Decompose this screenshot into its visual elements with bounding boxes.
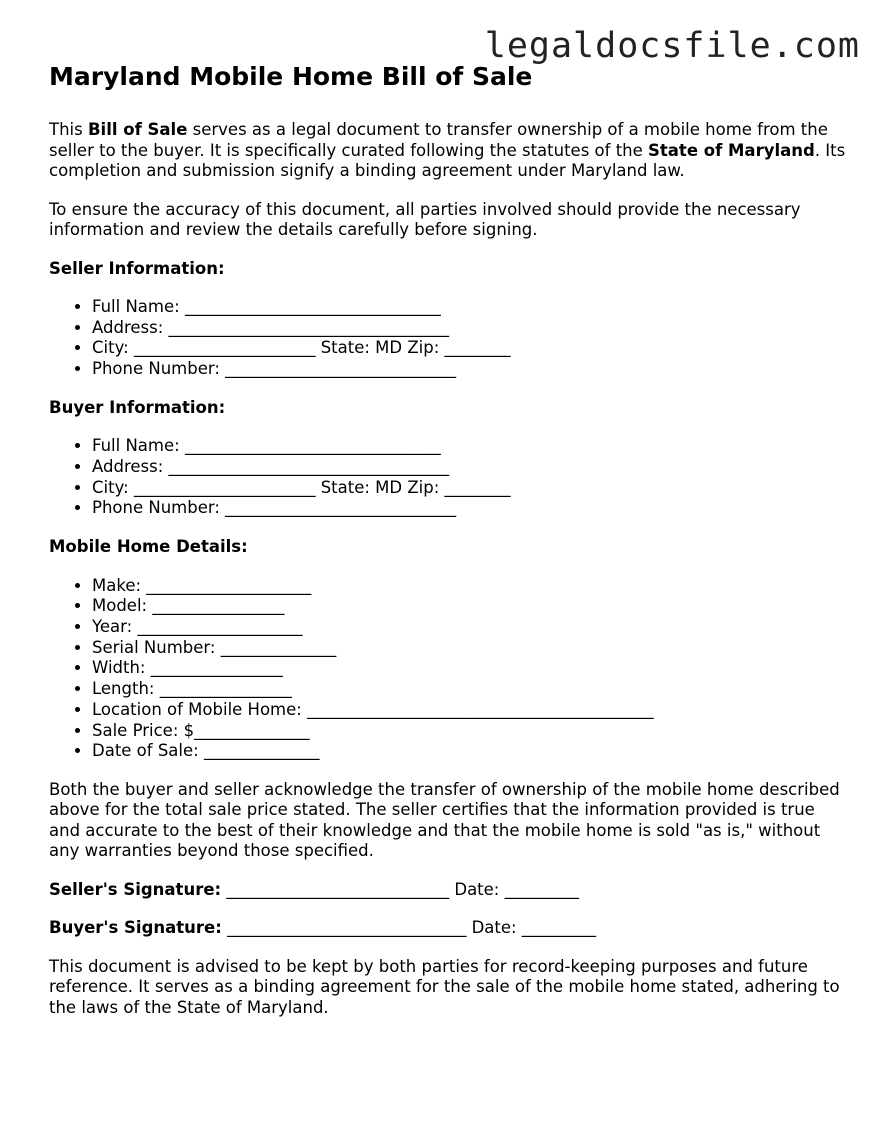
seller-signature-blank[interactable]: ___________________________ Date: _________ <box>221 879 579 899</box>
document-body <box>49 60 849 1036</box>
length-field[interactable]: • Length: ________________ <box>92 679 849 700</box>
sale-price-field[interactable]: • Sale Price: $______________ <box>92 721 849 742</box>
buyer-list <box>49 436 849 519</box>
intro-paragraph <box>49 120 849 182</box>
closing-paragraph: This document is advised to be kept by both parties for record-keeping purposes and future reference. It serves as a binding agreement for the sale of the mobile home stated, adhering to the laws of the State of Maryland. <box>49 956 840 1017</box>
year-field[interactable]: • Year: ____________________ <box>92 617 849 638</box>
seller-list <box>49 297 849 380</box>
home-details-heading: Mobile Home Details: <box>49 537 248 557</box>
seller-signature-line[interactable] <box>49 880 849 901</box>
acknowledgment-paragraph: Both the buyer and seller acknowledge the transfer of ownership of the mobile home described above for the total sale price stated. The seller certifies that the information provided is true and accurate to the best of their knowledge and that the mobile home is sold "as is," without any warranties beyond those specified. <box>49 779 840 861</box>
buyer-city-state-zip-field[interactable]: • City: ______________________ State: MD Zip: ________ <box>92 478 849 499</box>
date-of-sale-field[interactable]: • Date of Sale: ______________ <box>92 741 849 762</box>
seller-city-state-zip-field[interactable]: • City: ______________________ State: MD Zip: ________ <box>92 338 849 359</box>
seller-heading: Seller Information: <box>49 258 225 278</box>
buyer-signature-label: Buyer's Signature: <box>49 918 222 938</box>
seller-address-field[interactable]: • Address: __________________________________ <box>92 318 849 339</box>
watermark: legaldocsfile.com <box>484 26 860 66</box>
buyer-phone-field[interactable]: • Phone Number: ____________________________ <box>92 498 849 519</box>
intro-bold-bill: Bill of Sale <box>87 120 188 139</box>
buyer-heading: Buyer Information: <box>49 397 226 417</box>
location-field[interactable]: • Location of Mobile Home: __________________________________________ <box>92 700 849 721</box>
seller-signature-label: Seller's Signature: <box>49 879 222 899</box>
intro-text-3: . Its completion and submission signify a binding agreement under Maryland law. <box>49 140 846 180</box>
model-field[interactable]: • Model: ________________ <box>92 596 849 617</box>
home-details-list <box>49 576 849 762</box>
accuracy-paragraph: To ensure the accuracy of this document, all parties involved should provide the necessary information and review the details carefully before signing. <box>49 199 801 239</box>
buyer-signature-blank[interactable]: _____________________________ Date: _________ <box>221 918 597 938</box>
page-title: Maryland Mobile Home Bill of Sale <box>49 62 533 91</box>
intro-text-1: This <box>49 120 88 139</box>
seller-phone-field[interactable]: • Phone Number: ____________________________ <box>92 359 849 380</box>
seller-full-name-field[interactable]: • Full Name: _______________________________ <box>92 297 849 318</box>
make-field[interactable]: • Make: ____________________ <box>92 576 849 597</box>
intro-bold-state: State of Maryland <box>648 140 815 160</box>
buyer-signature-line[interactable] <box>49 918 849 939</box>
serial-number-field[interactable]: • Serial Number: ______________ <box>92 638 849 659</box>
buyer-address-field[interactable]: • Address: __________________________________ <box>92 457 849 478</box>
width-field[interactable]: • Width: ________________ <box>92 658 849 679</box>
buyer-full-name-field[interactable]: • Full Name: _______________________________ <box>92 436 849 457</box>
intro-text-2: serves as a legal document to transfer ownership of a mobile home from the seller to the buyer. It is specifically curated following the statutes of the <box>49 120 828 160</box>
